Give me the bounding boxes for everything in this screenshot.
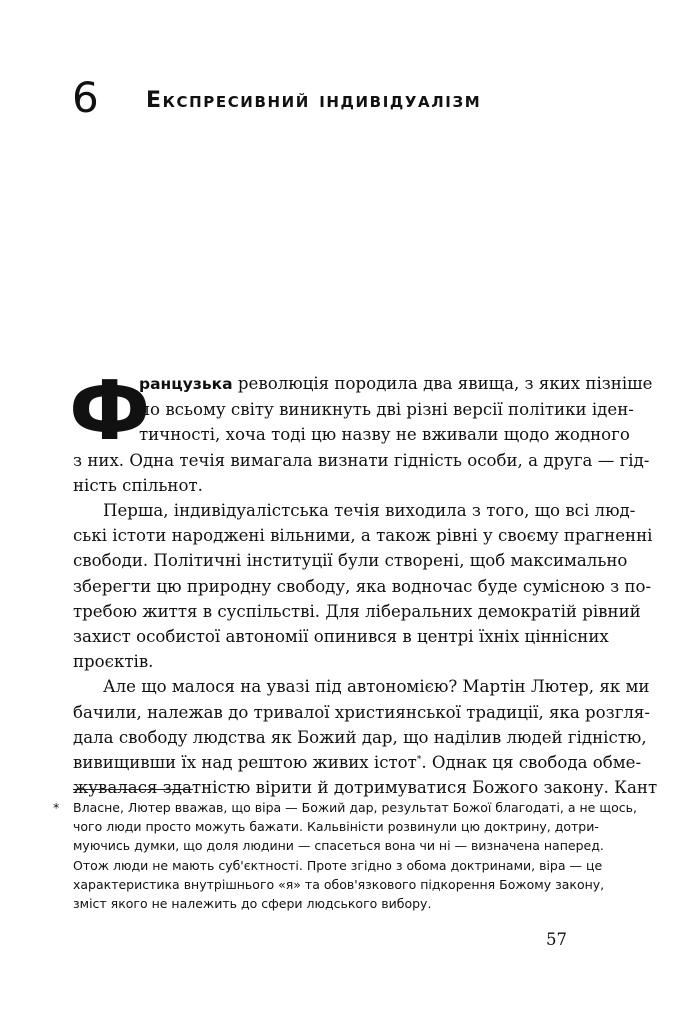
body-line: свободи. Політичні інституції були створені, щоб максимально xyxy=(73,551,628,571)
body-line: захист особистої автономії опинився в центрі їхніх ціннісних xyxy=(73,627,609,647)
footnote-line: характеристика внутрішнього «я» та обов'язкового підкорення Божому закону, xyxy=(73,876,605,892)
body-line: вивищивши їх над рештою живих істот*. Однак ця свобода обме- xyxy=(73,753,642,773)
body-line: Але що малося на увазі під автономією? Мартін Лютер, як ми xyxy=(103,677,650,697)
footnote-reference[interactable]: * xyxy=(416,755,422,766)
footnote-line: чого люди просто можуть бажати. Кальвіністи розвинули цю доктрину, дотри- xyxy=(73,819,599,835)
page-number: 57 xyxy=(546,930,567,949)
body-line: з них. Одна течія вимагала визнати гідність особи, а друга — гід- xyxy=(73,450,650,470)
lead-word: ранцузька xyxy=(139,375,233,393)
body-line: зберегти цю природну свободу, яка водночас буде сумісною з по- xyxy=(73,576,652,596)
body-text xyxy=(69,364,658,800)
body-line: жувалася здатністю вірити й дотримуватися Божого закону. Кант xyxy=(73,778,658,798)
drop-cap: Ф xyxy=(69,364,151,459)
body-line: дала свободу людства як Божий дар, що наділив людей гідністю, xyxy=(73,727,647,747)
footnote-divider xyxy=(73,789,193,790)
footnote xyxy=(53,798,637,913)
body-line: ські істоти народжені вільними, а також рівні у своєму прагненні xyxy=(73,526,653,546)
body-line: проєктів. xyxy=(73,652,154,672)
chapter-title: Експресивний індивідуалізм xyxy=(146,88,482,113)
footnote-line: муючись думки, що доля людини — спасеться вона чи ні — визначена наперед. xyxy=(73,838,604,854)
chapter-number: 6 xyxy=(72,73,99,122)
body-line: ранцузька революція породила два явища, з яких пізніше xyxy=(139,374,653,393)
body-line: бачили, належав до тривалої християнської традиції, яка розгля- xyxy=(73,702,651,722)
footnote-marker: * xyxy=(53,800,60,815)
footnote-line: Власне, Лютер вважав, що віра — Божий дар, результат Божої благодаті, а не щось, xyxy=(73,800,637,815)
footnote-line: зміст якого не належить до сфери людського вибору. xyxy=(73,896,432,912)
footnote-line: Отож люди не мають суб'єктності. Проте згідно з обома доктринами, віра — це xyxy=(73,857,603,873)
body-line: Перша, індивідуалістська течія виходила з того, що всі люд- xyxy=(103,501,636,521)
body-line: по всьому світу виникнуть дві різні версії політики іден- xyxy=(139,400,634,420)
body-line: тичності, хоча тоді цю назву не вживали щодо жодного xyxy=(139,425,630,445)
body-line: ність спільнот. xyxy=(73,475,203,495)
body-line: требою життя в суспільстві. Для ліберальних демократій рівний xyxy=(73,601,641,621)
